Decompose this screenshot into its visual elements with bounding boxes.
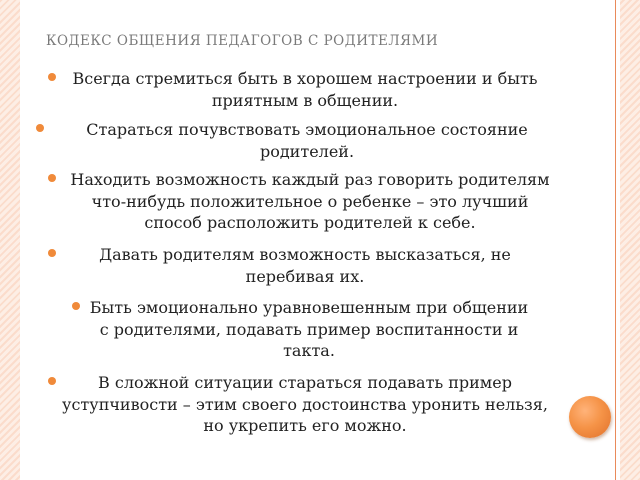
orange-circle-icon <box>569 396 611 438</box>
bullet-text: Стараться почувствовать эмоциональное состояние родителей. <box>86 120 528 161</box>
bullet-dot-icon <box>36 124 44 132</box>
bullet-item <box>48 244 548 287</box>
bullet-text: Всегда стремиться быть в хорошем настроении и быть приятным в общении. <box>72 69 538 110</box>
bullet-item <box>48 68 548 111</box>
bullet-item <box>48 372 548 437</box>
bullet-text: Быть эмоционально уравновешенным при общении с родителями, подавать пример воспитанности и такта. <box>89 298 529 360</box>
slide-title: КОДЕКС ОБЩЕНИЯ ПЕДАГОГОВ С РОДИТЕЛЯМИ <box>46 33 439 49</box>
bullet-dot-icon <box>48 174 56 182</box>
bullet-dot-icon <box>48 377 56 385</box>
bullet-dot-icon <box>48 249 56 257</box>
bullet-item <box>36 119 564 162</box>
bullet-text: В сложной ситуации стараться подавать пример уступчивости – этим своего достоинства уронить нельзя, но укрепить его можно. <box>62 373 548 435</box>
bullet-text: Находить возможность каждый раз говорить родителям что-нибудь положительное о ребенке – это лучший способ расположить родителей к себе. <box>70 170 550 232</box>
bullet-item <box>48 169 558 234</box>
bullet-dot-icon <box>48 73 56 81</box>
bullet-item <box>72 297 532 362</box>
bullet-text: Давать родителям возможность высказаться, не перебивая их. <box>99 245 511 286</box>
bullet-dot-icon <box>72 302 80 310</box>
